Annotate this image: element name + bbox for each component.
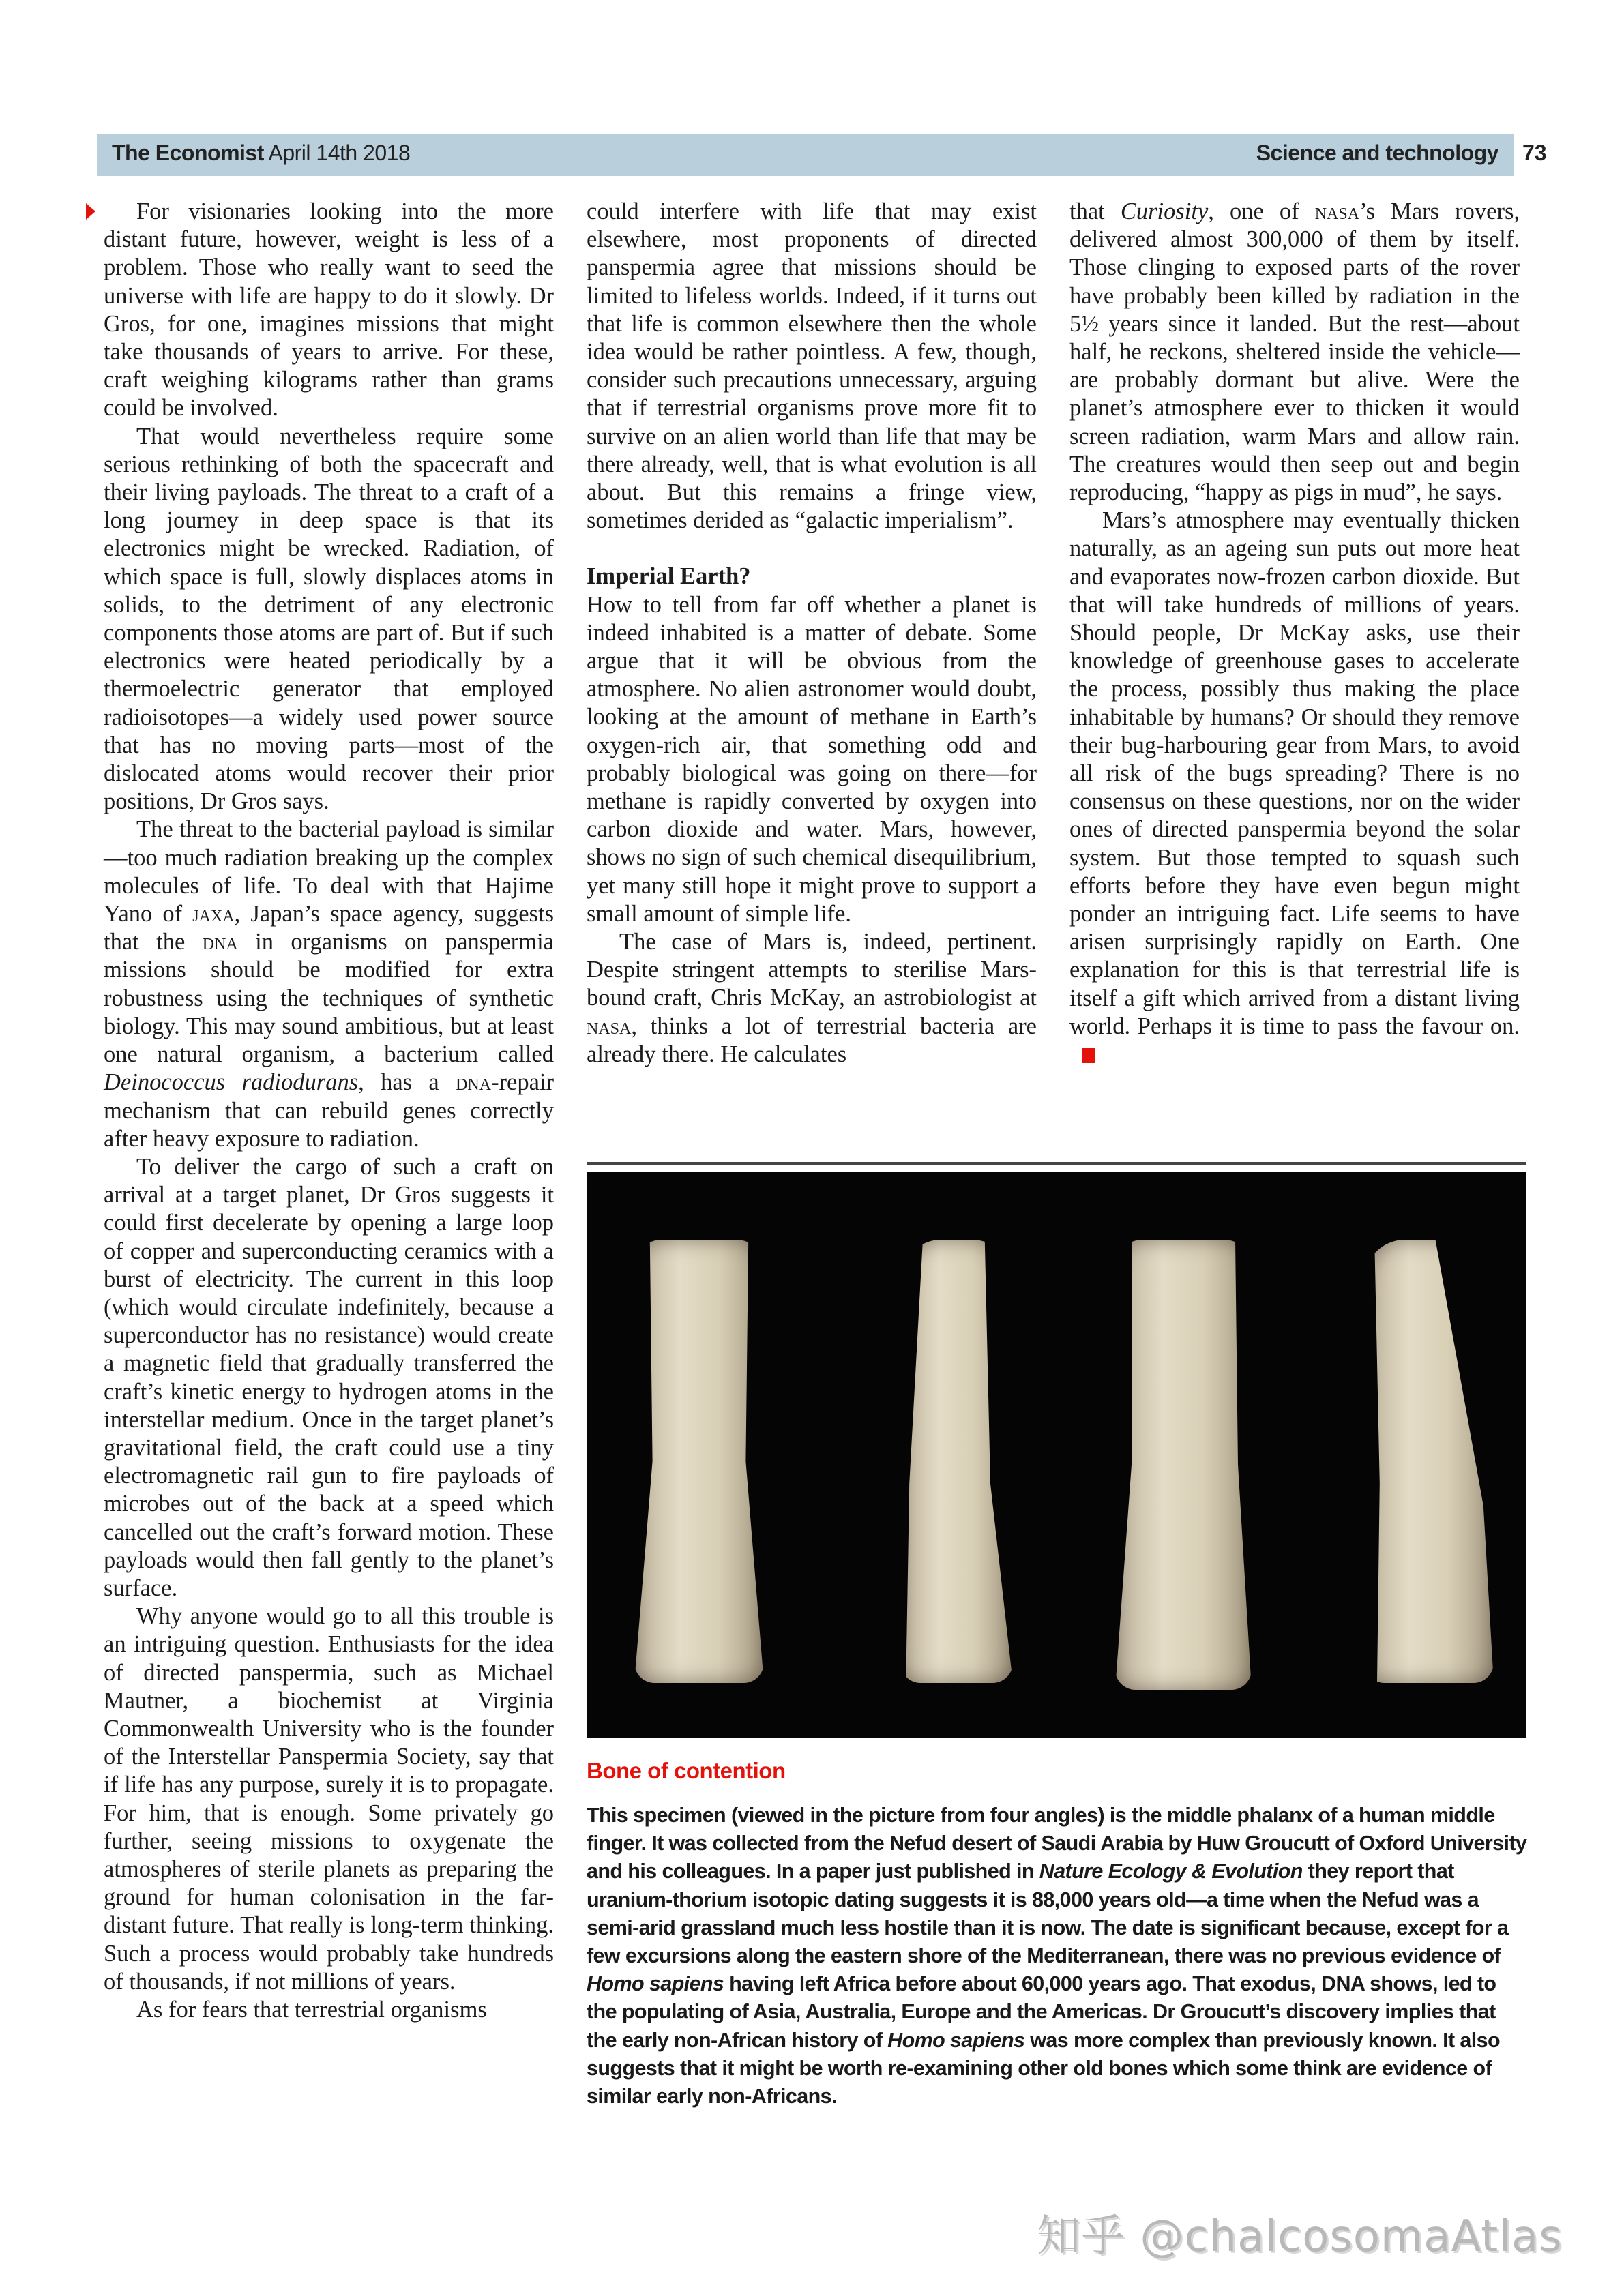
column-2 bbox=[587, 198, 1037, 1069]
figure-top-rule bbox=[587, 1162, 1526, 1165]
bone-view-4 bbox=[1364, 1240, 1494, 1683]
page-number: 73 bbox=[1522, 140, 1547, 165]
paragraph: For visionaries looking into the more distant future, however, weight is less of a problem. Those who really want to seed the universe with life are happy to do it slowly. Dr Gros, for one, imagines missions that might take thousands of years to arrive. For these, craft weighing kilograms rather than grams could be involved. bbox=[104, 198, 554, 421]
section-name: Science and technology bbox=[1256, 140, 1498, 165]
bone-view-3 bbox=[1115, 1240, 1252, 1690]
bone-view-2 bbox=[900, 1240, 1013, 1683]
paragraph: How to tell from far off whether a planet is indeed inhabited is a matter of debate. Some argue that it will be obvious from the atmosphere. No alien astronomer would doubt, looking at the amount of methane in Earth’s oxygen-rich air, that something odd and probably biological was going on there—for methane is rapidly converted by oxygen into carbon dioxide and water. Mars, however, shows no sign of such chemical disequilibrium, yet many still hope it might prove to support a small amount of simple life. bbox=[587, 591, 1037, 927]
issue-date: April 14th 2018 bbox=[268, 140, 411, 165]
paragraph-text: Mars’s atmosphere may eventually thicken naturally, as an ageing sun puts out more heat and evaporates now-frozen carbon dioxide. But that will take hundreds of millions of years. Should people, Dr McKay asks, use their knowledge of greenhouse gases to accelerate the process, possibly thus making the place inhabitable by humans? Or should they remove their bug-harbouring gear from Mars, to avoid all risk of the bugs spreading? There is no consensus on these questions, nor on the wider ones of directed panspermia beyond the solar system. But those tempted to squash such efforts before they have even begun might ponder an intriguing fact. Life seems to have arisen surprisingly rapidly on Earth. One explanation for this is that terrestrial life is itself a gift which arrived from a distant living world. Perhaps it is time to pass the favour on. bbox=[1069, 507, 1520, 1039]
bone-view-1 bbox=[634, 1240, 764, 1683]
caption-text-run: Nature Ecology & Evolution bbox=[1039, 1860, 1303, 1883]
column-3 bbox=[1069, 198, 1520, 1069]
caption-text-run: they report that uranium-thorium isotopic dating suggests it is 88,000 years old—a time when the Nefud was a semi-arid grassland much less hostile than it is now. The date is significant because, except for a few excursions along the eastern shore of the Mediterranean, there was no previous evidence of bbox=[587, 1860, 1509, 1968]
paragraph bbox=[1069, 507, 1520, 1069]
column-1 bbox=[104, 198, 554, 2024]
watermark: 知乎 @chalcosomaAtlas bbox=[1037, 2211, 1563, 2262]
paragraph: that Curiosity, one of nasa’s Mars rovers, delivered almost 300,000 of them by itself. Those clinging to exposed parts of the rover have probably been killed by radiation in the 5½ years since it landed. But the rest—about half, he reckons, sheltered inside the vehicle—are probably dormant but alive. Were the planet’s atmosphere ever to thicken it would screen radiation, warm Mars and allow rain. The creatures would then seep out and begin reproducing, “happy as pigs in mud”, he says. bbox=[1069, 198, 1520, 506]
publication-name: The Economist bbox=[112, 140, 264, 165]
caption-text-run: This specimen (viewed in the picture from four angles) is the middle phalanx of a human middle finger. It was collected from the Nefud desert of Saudi Arabia by Huw Groucutt of Oxford University and his colleagues. In a paper just published in bbox=[587, 1804, 1527, 1883]
caption-text-run: Homo sapiens bbox=[587, 1972, 724, 1996]
running-header bbox=[97, 134, 1514, 176]
header-publication-date bbox=[112, 140, 410, 166]
paragraph: As for fears that terrestrial organisms bbox=[136, 1997, 487, 2023]
paragraph: The case of Mars is, indeed, pertinent. Despite stringent attempts to sterilise Mars-bound craft, Chris McKay, an astrobiologist at nasa, thinks a lot of terrestrial bacteria are already there. He calculates bbox=[587, 929, 1037, 1067]
paragraph: That would nevertheless require some serious rethinking of both the spacecraft and their living payloads. The threat to a craft of a long journey in deep space is that its electronics might be wrecked. Radiation, of which space is full, slowly displaces atoms in solids, to the detriment of any electronic components those atoms are part of. But if such electronics were heated periodically by a thermoelectric generator that employed radioisotopes—a widely used power source that has no moving parts—most of the dislocated atoms would recover their prior positions, Dr Gros says. bbox=[104, 423, 554, 815]
caption-text-run: was more complex than previously known. It also suggests that it might be worth re-examining other old bones which some think are evidence of similar early non-Africans. bbox=[587, 2028, 1501, 2108]
paragraph: Why anyone would go to all this trouble is an intriguing question. Enthusiasts for the idea of directed panspermia, such as Michael Mautner, a biochemist at Virginia Commonwealth University who is the founder of the Interstellar Panspermia Society, say that if life has any purpose, surely it is to propagate. For him, that is enough. Some privately go further, seeing missions to oxygenate the atmospheres of sterile planets as preparing the ground for human colonisation in the far-distant future. That really is long-term thinking. Such a process would probably take hundreds of thousands, if not millions of years. bbox=[104, 1603, 554, 1995]
caption-body bbox=[587, 1802, 1528, 2111]
caption-text-run: having left Africa before about 60,000 years ago. That exodus, DNA shows, led to the populating of Asia, Australia, Europe and the Americas. Dr Groucutt’s discovery implies that the early non-African history of bbox=[587, 1972, 1496, 2052]
paragraph: To deliver the cargo of such a craft on arrival at a target planet, Dr Gros suggests it could first decelerate by opening a large loop of copper and superconducting ceramics with a burst of electricity. The current in this loop (which would circulate indefinitely, because a superconductor has no resistance) would create a magnetic field that gradually transferred the craft’s kinetic energy to hydrogen atoms in the interstellar medium. Once in the target planet’s gravitational field, the craft could use a tiny electromagnetic rail gun to fire payloads of microbes out of the back at a speed which cancelled out the craft’s forward motion. These payloads would then fall gently to the planet’s surface. bbox=[104, 1153, 554, 1601]
paragraph: could interfere with life that may exist elsewhere, most proponents of directed panspermia agree that missions should be limited to lifeless worlds. Indeed, if it turns out that life is common elsewhere then the whole idea would be rather pointless. A few, though, consider such precautions unnecessary, arguing that if terrestrial organisms prove more fit to survive on an alien world than life that may be there already, well, that is what evolution is all about. But this remains a fringe view, sometimes derided as “galactic imperialism”. bbox=[587, 198, 1037, 534]
paragraph: The threat to the bacterial payload is similar—too much radiation breaking up the complex molecules of life. To deal with that Hajime Yano of jaxa, Japan’s space agency, suggests that the dna in organisms on panspermia missions should be modified for extra robustness using the techniques of synthetic biology. This may sound ambitious, but at least one natural organism, a bacterium called Deinococcus radiodurans, has a dna-repair mechanism that can rebuild genes correctly after heavy exposure to radiation. bbox=[104, 816, 554, 1152]
end-of-article-mark-icon bbox=[1082, 1048, 1095, 1063]
bone-photo bbox=[587, 1172, 1526, 1738]
continued-arrow-icon bbox=[86, 203, 95, 220]
caption-text-run: Homo sapiens bbox=[887, 2028, 1025, 2052]
caption-title: Bone of contention bbox=[587, 1758, 786, 1783]
subheading: Imperial Earth? bbox=[587, 563, 751, 590]
